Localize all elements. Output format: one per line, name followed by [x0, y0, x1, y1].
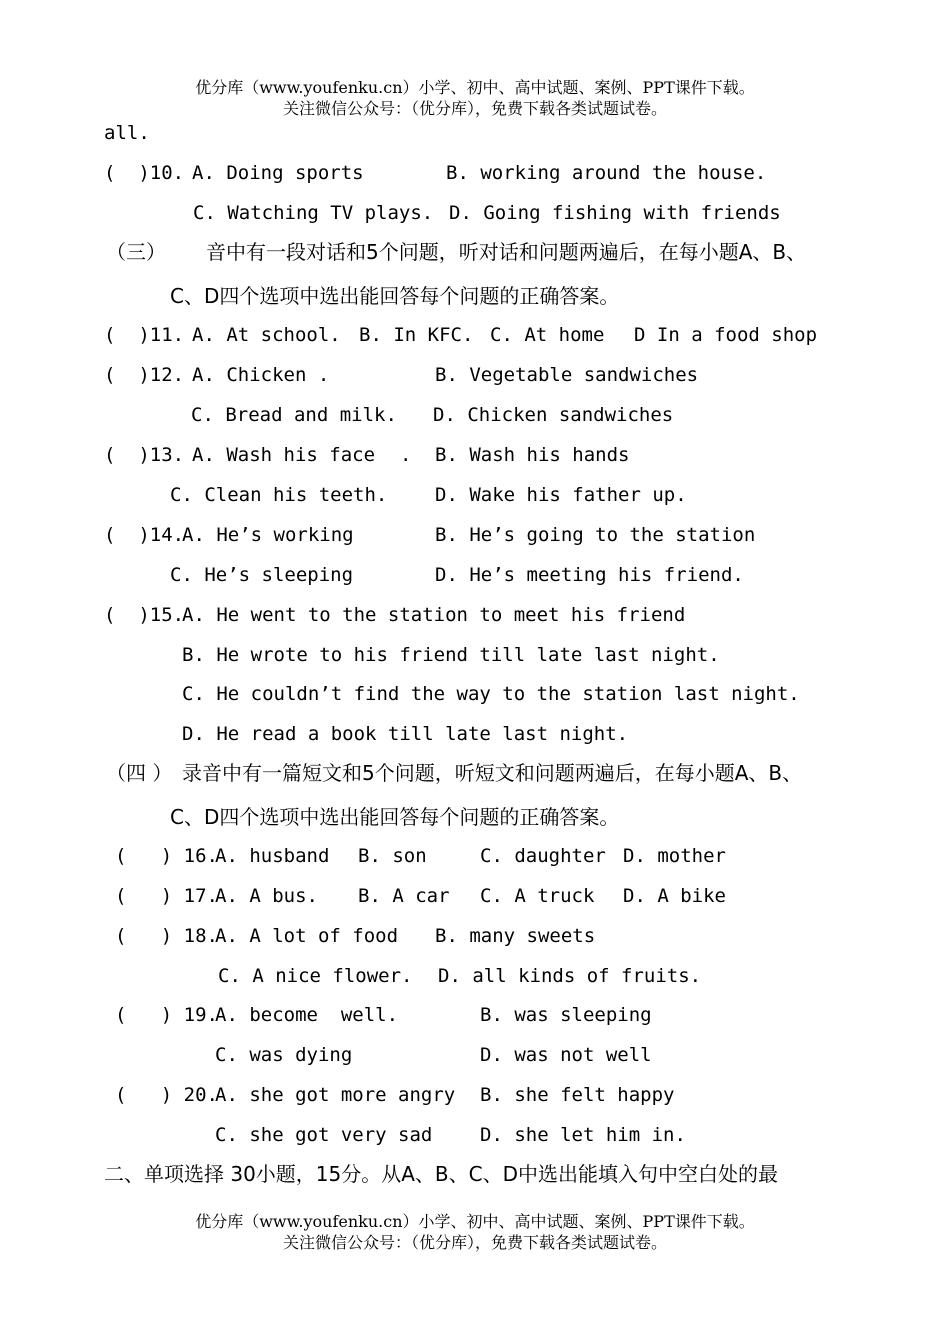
q19-option-b: B. was sleeping [480, 1004, 652, 1026]
header-line-1: 优分库（www.youfenku.cn）小学、初中、高中试题、案例、PPT课件下载。 [195, 78, 755, 97]
q15-option-c: C. He couldn’t find the way to the station last night. [182, 683, 800, 705]
q18-option-b: B. many sweets [435, 925, 596, 947]
q19-option-d: D. was not well [480, 1044, 652, 1066]
q13-option-c: C. Clean his teeth. [170, 484, 388, 506]
q17-number: ( ) 17. [115, 885, 218, 907]
q11-option-d: D In a food shop [634, 324, 818, 346]
q10-option-a: A. Doing sports [192, 162, 364, 184]
section3-instruction-line-2: C、D四个选项中选出能回答每个问题的正确答案。 [170, 284, 620, 308]
q13-number: ( )13. [104, 444, 185, 466]
q17-option-b: B. A car [358, 885, 450, 907]
q17-option-c: C. A truck [480, 885, 595, 907]
q13-option-d: D. Wake his father up. [435, 484, 687, 506]
q20-number: ( ) 20. [115, 1084, 218, 1106]
q13-stray-period: . [400, 444, 412, 466]
q17-option-a: A. A bus. [215, 885, 318, 907]
q18-number: ( ) 18. [115, 925, 218, 947]
q12-option-b: B. Vegetable sandwiches [435, 364, 699, 386]
q19-option-c: C. was dying [215, 1044, 353, 1066]
q10-option-d: D. Going fishing with friends [449, 202, 781, 224]
q15-number: ( )15. [104, 604, 185, 626]
q10-option-c: C. Watching TV plays. [193, 202, 434, 224]
q12-option-d: D. Chicken sandwiches [433, 404, 674, 426]
q17-option-d: D. A bike [623, 885, 726, 907]
q12-number: ( )12. [104, 364, 185, 386]
q20-option-b: B. she felt happy [480, 1084, 675, 1106]
header-line-2: 关注微信公众号：（优分库），免费下载各类试题试卷。 [282, 99, 667, 118]
q14-number: ( )14. [104, 524, 185, 546]
q14-option-b: B. He’s going to the station [435, 524, 756, 546]
section3-label: （三） [106, 240, 166, 264]
q15-option-a: A. He went to the station to meet his friend [182, 604, 686, 626]
continuation-text: all. [104, 122, 150, 144]
q19-number: ( ) 19. [115, 1004, 218, 1026]
section4-label: （四 ） [106, 761, 173, 785]
section4-instruction-line-2: C、D四个选项中选出能回答每个问题的正确答案。 [170, 805, 620, 829]
q14-option-a: A. He’s working [182, 524, 354, 546]
q13-option-a: A. Wash his face [192, 444, 376, 466]
q12-option-c: C. Bread and milk. [191, 404, 397, 426]
q14-option-c: C. He’s sleeping [170, 564, 354, 586]
q16-option-c: C. daughter [480, 845, 606, 867]
footer-line-1: 优分库（www.youfenku.cn）小学、初中、高中试题、案例、PPT课件下载。 [195, 1212, 755, 1231]
q11-option-b: B. In KFC. [359, 324, 474, 346]
q12-option-a: A. Chicken . [192, 364, 330, 386]
q18-option-c: C. A nice flower. [218, 965, 413, 987]
q10-number: ( )10. [104, 162, 185, 184]
q20-option-c: C. she got very sad [215, 1124, 433, 1146]
part2-title: 二、单项选择 30小题，15分。从A、B、C、D中选出能填入句中空白处的最 [104, 1162, 779, 1186]
section4-instruction-line-1: 录音中有一篇短文和5个问题，听短文和问题两遍后，在每小题A、B、 [182, 761, 803, 785]
footer-line-2: 关注微信公众号：（优分库），免费下载各类试题试卷。 [282, 1233, 667, 1252]
q18-option-a: A. A lot of food [215, 925, 399, 947]
q11-option-c: C. At home [490, 324, 605, 346]
q15-option-d: D. He read a book till late last night. [182, 723, 629, 745]
q20-option-a: A. she got more angry [215, 1084, 456, 1106]
q18-option-d: D. all kinds of fruits. [438, 965, 702, 987]
q16-number: ( ) 16. [115, 845, 218, 867]
q20-option-d: D. she let him in. [480, 1124, 686, 1146]
q13-option-b: B. Wash his hands [435, 444, 630, 466]
q11-option-a: A. At school. [192, 324, 341, 346]
q16-option-b: B. son [358, 845, 427, 867]
section3-instruction-line-1: 音中有一段对话和5个问题，听对话和问题两遍后，在每小题A、B、 [206, 240, 807, 264]
q10-option-b: B. working around the house. [446, 162, 767, 184]
q16-option-a: A. husband [215, 845, 330, 867]
q16-option-d: D. mother [623, 845, 726, 867]
q14-option-d: D. He’s meeting his friend. [435, 564, 744, 586]
q15-option-b: B. He wrote to his friend till late last night. [182, 644, 720, 666]
q11-number: ( )11. [104, 324, 185, 346]
q19-option-a: A. become well. [215, 1004, 399, 1026]
